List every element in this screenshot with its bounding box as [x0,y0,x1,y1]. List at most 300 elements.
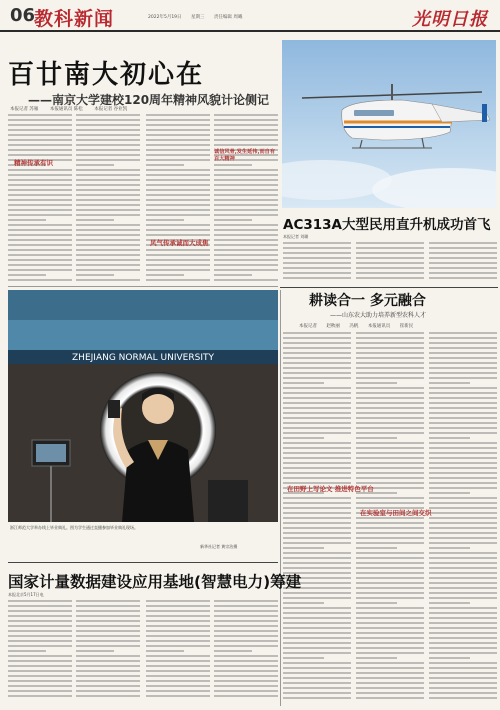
text-line [429,542,497,544]
text-line [76,675,140,677]
text-line [283,472,351,474]
text-line [8,625,72,627]
text-line [356,637,424,639]
text-line [283,337,351,339]
text-line [146,675,210,677]
text-line [146,209,210,211]
text-line [356,422,424,424]
text-line [8,665,72,667]
text-line [356,602,397,604]
text-line [356,372,424,374]
text-line [429,662,497,664]
text-line [356,607,424,609]
text-line [146,269,210,271]
text-line [283,387,351,389]
divider [280,287,498,288]
text-line [8,675,72,677]
text-line [283,627,351,629]
text-line [76,665,140,667]
text-line [76,174,140,176]
text-line [356,252,424,254]
text-line [429,677,497,679]
text-line [283,372,351,374]
text-line [214,680,278,682]
text-line [429,397,497,399]
text-line [8,279,72,281]
text-line [283,642,351,644]
text-line [214,179,278,181]
text-line [429,442,497,444]
text-line [356,567,424,569]
text-line [429,472,497,474]
text-line [283,392,351,394]
main-text-column [8,114,72,286]
text-line [146,159,210,161]
text-line [356,357,424,359]
text-line [429,567,497,569]
text-line [146,625,210,627]
text-line [8,650,46,652]
text-line [76,650,114,652]
text-line [283,697,351,699]
bottom-byline: 本报北京5月17日电 [8,592,44,597]
text-line [283,362,351,364]
text-line [356,392,424,394]
text-line [429,387,497,389]
text-line [283,622,351,624]
text-line [76,229,140,231]
text-line [214,670,278,672]
text-line [146,139,210,141]
text-line [214,194,278,196]
text-line [356,332,424,334]
text-line [429,437,470,439]
text-line [429,652,497,654]
text-line [8,645,72,647]
section-head: 精神传承有识 [14,159,53,167]
text-line [8,660,72,662]
bottom-text-column [214,600,278,704]
text-line [356,462,424,464]
text-line [356,672,424,674]
text-line [214,224,278,226]
text-line [8,680,72,682]
text-line [283,477,351,479]
text-line [146,219,184,221]
text-line [283,262,351,264]
text-line [214,620,278,622]
ac-text-column [356,242,424,284]
text-line [283,677,351,679]
text-line [283,522,351,524]
text-line [76,224,140,226]
text-line [76,159,140,161]
text-line [214,239,278,241]
text-line [76,144,140,146]
text-line [8,620,72,622]
text-line [146,204,210,206]
text-line [429,562,497,564]
text-line [146,119,210,121]
text-line [214,114,278,116]
text-line [356,352,424,354]
text-line [8,269,72,271]
text-line [429,572,497,574]
text-line [356,427,424,429]
text-line [283,592,351,594]
text-line [8,169,72,171]
text-line [214,129,278,131]
text-line [8,144,72,146]
text-line [429,467,497,469]
text-line [356,527,424,529]
text-line [283,462,351,464]
text-line [283,617,351,619]
text-line [356,537,424,539]
text-line [356,447,424,449]
text-line [356,412,424,414]
section-head: 在田野上写论文 推进特色平台 [287,485,374,493]
text-line [146,259,210,261]
text-line [8,209,72,211]
byline-item: 崔新民 [399,324,414,329]
text-line [283,532,351,534]
text-line [356,677,424,679]
text-line [429,367,497,369]
text-line [429,522,497,524]
text-line [146,169,210,171]
text-line [429,602,470,604]
text-line [283,497,351,499]
text-line [283,647,351,649]
jiangdu-byline [299,323,421,329]
text-line [283,382,324,384]
text-line [76,259,140,261]
text-line [356,682,424,684]
text-line [214,675,278,677]
text-line [283,682,351,684]
text-line [8,179,72,181]
text-line [429,687,497,689]
text-line [429,447,497,449]
text-line [283,332,351,334]
text-line [8,149,72,151]
text-line [283,507,351,509]
text-line [146,154,210,156]
text-line [76,600,140,602]
text-line [429,682,497,684]
text-line [356,362,424,364]
text-line [356,497,424,499]
text-line [283,257,351,259]
text-line [214,274,252,276]
text-line [429,342,497,344]
section-head: 诚信风骨,发生延伟,而自有百大精神 [214,149,276,162]
text-line [8,244,72,246]
main-text-column [76,114,140,286]
text-line [76,239,140,241]
text-line [76,274,114,276]
text-line [356,622,424,624]
main-text-column [146,114,210,286]
main-text-column [214,114,278,286]
text-line [8,635,72,637]
text-line [146,164,184,166]
graduation-photo [8,290,278,522]
byline-item: 赵秋丽 [326,324,340,329]
text-line [146,610,210,612]
text-line [214,264,278,266]
text-line [283,447,351,449]
text-line [283,412,351,414]
text-line [214,625,278,627]
text-line [214,234,278,236]
text-line [356,272,424,274]
text-line [8,229,72,231]
text-line [76,209,140,211]
text-line [214,134,278,136]
text-line [283,242,351,244]
text-line [8,685,72,687]
text-line [356,522,424,524]
text-line [76,244,140,246]
divider [8,562,278,563]
text-line [429,617,497,619]
text-line [76,625,140,627]
text-line [146,630,210,632]
text-line [429,697,497,699]
text-line [283,667,351,669]
text-line [76,610,140,612]
text-line [283,672,351,674]
text-line [283,662,351,664]
text-line [429,642,497,644]
text-line [356,382,397,384]
text-line [356,267,424,269]
text-line [356,592,424,594]
text-line [146,214,210,216]
text-line [76,640,140,642]
text-line [429,597,497,599]
text-line [146,665,210,667]
text-line [356,442,424,444]
text-line [356,697,424,699]
text-line [283,612,351,614]
text-line [283,272,351,274]
text-line [429,407,497,409]
text-line [214,645,278,647]
text-line [146,274,184,276]
text-line [356,437,397,439]
text-line [76,134,140,136]
text-line [8,184,72,186]
text-line [76,620,140,622]
text-line [429,362,497,364]
text-line [146,680,210,682]
text-line [8,134,72,136]
text-line [283,407,351,409]
text-line [356,617,424,619]
text-line [429,257,497,259]
text-line [146,660,210,662]
text-line [8,139,72,141]
text-line [429,352,497,354]
text-line [283,537,351,539]
text-line [146,194,210,196]
text-line [146,615,210,617]
text-line [76,655,140,657]
text-line [76,129,140,131]
text-line [283,422,351,424]
byline-item: 冯帆 [349,324,359,329]
text-line [76,139,140,141]
text-line [356,467,424,469]
text-line [356,657,397,659]
text-line [356,367,424,369]
text-line [356,612,424,614]
text-line [76,164,114,166]
text-line [356,517,424,519]
text-line [214,144,278,146]
text-line [429,382,470,384]
text-line [283,562,351,564]
text-line [356,642,424,644]
text-line [76,264,140,266]
text-line [429,417,497,419]
text-line [356,557,424,559]
text-line [429,592,497,594]
text-line [356,687,424,689]
byline-item: 本报记者 谷业凯 [94,107,128,112]
text-line [214,204,278,206]
text-line [283,397,351,399]
text-line [429,252,497,254]
text-line [283,502,351,504]
text-line [214,249,278,251]
text-line [356,477,424,479]
text-line [283,692,351,694]
text-line [356,277,424,279]
text-line [146,655,210,657]
text-line [283,402,351,404]
jiangdu-subheadline: ——山东农大助力培养新型农科人才 [330,312,427,319]
text-line [283,557,351,559]
byline-item: 本报记者 苏雁 [10,107,39,112]
text-line [8,224,72,226]
text-line [76,630,140,632]
text-line [283,517,351,519]
masthead [0,0,500,32]
text-line [146,114,210,116]
text-line [429,517,497,519]
text-line [356,552,424,554]
text-line [356,692,424,694]
text-line [146,234,210,236]
text-line [76,635,140,637]
text-line [8,264,72,266]
paper-logo: 光明日报 [412,9,488,30]
text-line [283,452,351,454]
text-line [429,272,497,274]
main-headline: 百廿南大初心在 [8,60,205,90]
text-line [429,347,497,349]
text-line [429,242,497,244]
text-line [146,224,210,226]
text-line [356,582,424,584]
text-line [8,615,72,617]
text-line [76,660,140,662]
text-line [283,437,324,439]
text-line [429,422,497,424]
text-line [8,189,72,191]
text-line [8,154,72,156]
text-line [8,655,72,657]
text-line [283,347,351,349]
text-line [214,690,278,692]
text-line [214,269,278,271]
text-line [283,367,351,369]
text-line [283,542,351,544]
issue-meta [148,14,250,20]
text-line [8,234,72,236]
text-line [146,184,210,186]
text-line [429,632,497,634]
text-line [214,209,278,211]
text-line [76,645,140,647]
text-line [214,174,278,176]
text-line [283,417,351,419]
text-line [283,427,351,429]
text-line [356,377,424,379]
text-line [356,627,424,629]
divider [280,290,281,706]
text-line [283,357,351,359]
main-subheadline: ——南京大学建校120周年精神风貌计论侧记 [28,93,270,107]
text-line [76,605,140,607]
text-line [146,249,210,251]
text-line [76,149,140,151]
ac-text-column [283,242,351,284]
text-line [8,119,72,121]
text-line [146,605,210,607]
text-line [429,692,497,694]
text-line [76,219,114,221]
text-line [429,332,497,334]
text-line [356,632,424,634]
text-line [214,189,278,191]
text-line [429,277,497,279]
text-line [214,244,278,246]
text-line [214,199,278,201]
text-line [76,179,140,181]
text-line [76,279,140,281]
text-line [283,247,351,249]
text-line [429,432,497,434]
text-line [429,497,497,499]
text-line [76,249,140,251]
text-line [8,199,72,201]
text-line [214,605,278,607]
text-line [283,512,351,514]
text-line [429,492,470,494]
text-line [146,254,210,256]
text-line [429,607,497,609]
text-line [429,672,497,674]
text-line [283,277,351,279]
section-head: 在实验室与田间之间交织 [360,509,432,517]
text-line [356,572,424,574]
text-line [76,269,140,271]
